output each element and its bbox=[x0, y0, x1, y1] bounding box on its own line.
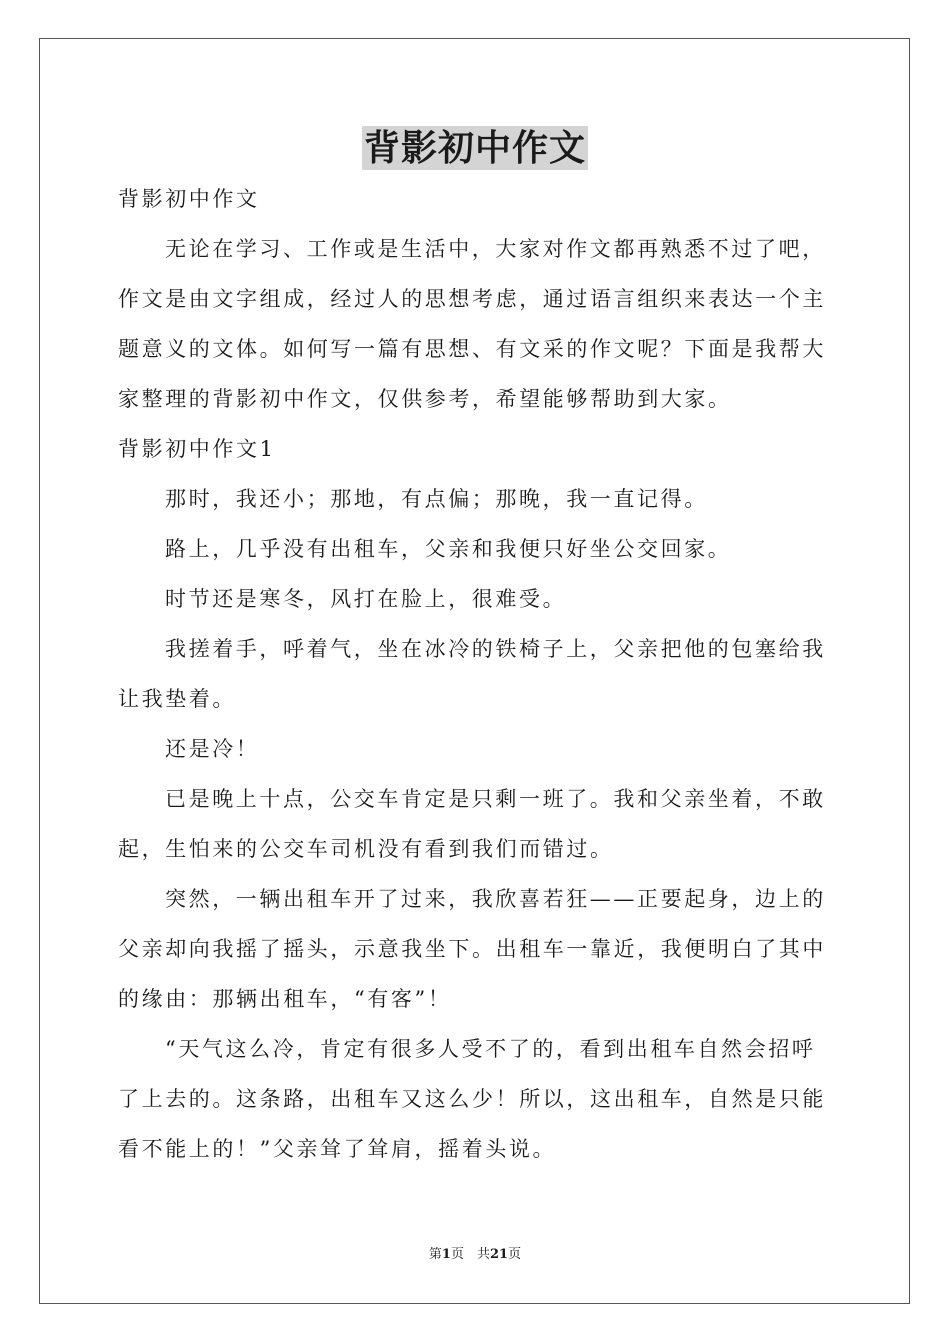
text-line: 背影初中作文 bbox=[118, 187, 260, 211]
page-footer bbox=[0, 1246, 950, 1264]
document-title: 背影初中作文 bbox=[363, 127, 586, 169]
footer-total-pages: 21 bbox=[489, 1247, 509, 1262]
footer-current-page: 1 bbox=[441, 1247, 451, 1262]
text-line: 背影初中作文1 bbox=[118, 437, 276, 461]
text-line: 时节还是寒冬，风打在脸上，很难受。 bbox=[165, 587, 567, 611]
title-wrap bbox=[0, 126, 950, 170]
text-line: 无论在学习、工作或是生活中，大家对作文都再熟悉不过了吧， bbox=[165, 237, 826, 261]
footer-suffix: 页 bbox=[508, 1247, 522, 1262]
text-line: 的缘由：那辆出租车，“有客”！ bbox=[118, 987, 452, 1011]
text-line: 突然，一辆出租车开了过来，我欣喜若狂——正要起身，边上的 bbox=[165, 887, 826, 911]
text-line: 那时，我还小；那地，有点偏；那晚，我一直记得。 bbox=[165, 487, 708, 511]
text-line: 路上，几乎没有出租车，父亲和我便只好坐公交回家。 bbox=[165, 537, 732, 561]
text-line: 还是冷！ bbox=[165, 737, 260, 761]
text-line: 父亲却向我摇了摇头，示意我坐下。出租车一靠近，我便明白了其中 bbox=[118, 937, 826, 961]
footer-prefix: 第 bbox=[428, 1247, 442, 1262]
footer-mid: 页 共 bbox=[450, 1247, 490, 1262]
text-line: 我搓着手，呼着气，坐在冰冷的铁椅子上，父亲把他的包塞给我 bbox=[165, 637, 826, 661]
text-line: 作文是由文字组成，经过人的思想考虑，通过语言组织来表达一个主 bbox=[118, 287, 826, 311]
text-line: 已是晚上十点，公交车肯定是只剩一班了。我和父亲坐着，不敢 bbox=[165, 787, 826, 811]
text-line: 题意义的文体。如何写一篇有思想、有文采的作文呢？下面是我帮大 bbox=[118, 337, 826, 361]
text-line: 看不能上的！”父亲耸了耸肩，摇着头说。 bbox=[118, 1137, 557, 1161]
text-line: 了上去的。这条路，出租车又这么少！所以，这出租车，自然是只能 bbox=[118, 1087, 826, 1111]
text-line: 让我垫着。 bbox=[118, 687, 236, 711]
text-line: 起，生怕来的公交车司机没有看到我们而错过。 bbox=[118, 837, 614, 861]
text-line: “天气这么冷，肯定有很多人受不了的，看到出租车自然会招呼 bbox=[165, 1037, 816, 1061]
document-body bbox=[118, 174, 834, 1174]
text-line: 家整理的背影初中作文，仅供参考，希望能够帮助到大家。 bbox=[118, 387, 732, 411]
